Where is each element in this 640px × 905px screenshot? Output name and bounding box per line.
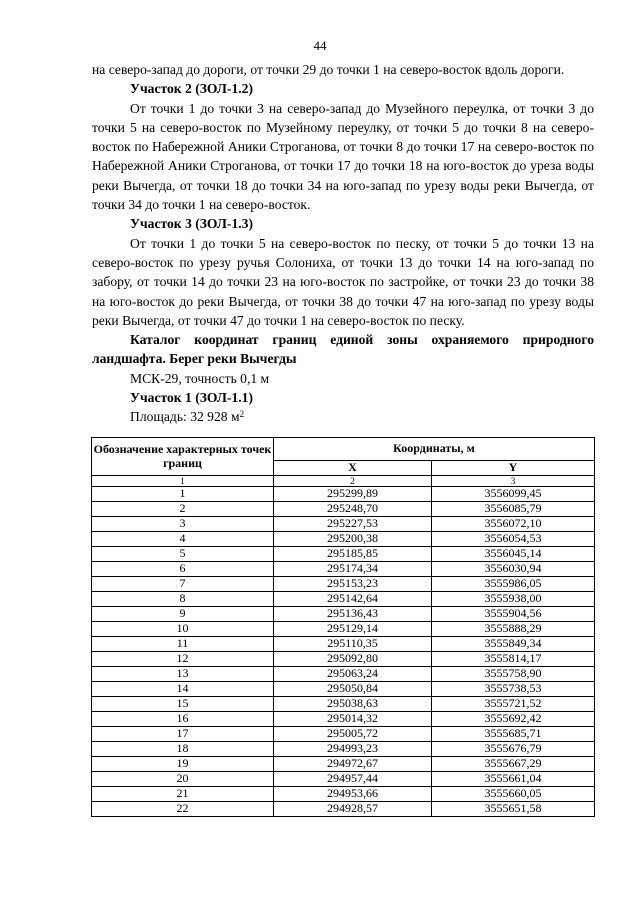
point-number-cell: 5: [92, 547, 274, 562]
y-coordinate-cell: 3555758,90: [432, 667, 595, 682]
point-number-cell: 19: [92, 757, 274, 772]
y-coordinate-cell: 3556099,45: [432, 487, 595, 502]
point-number-cell: 2: [92, 502, 274, 517]
section-1-heading: Участок 1 (ЗОЛ-1.1): [130, 390, 253, 406]
x-coordinate-cell: 294972,67: [274, 757, 432, 772]
table-row: [92, 502, 595, 517]
x-coordinate-cell: 295174,34: [274, 562, 432, 577]
catalog-heading: Каталог координат границ единой зоны охраняемого природного ландшафта. Берег реки Вычегды: [92, 332, 594, 367]
point-number-cell: 4: [92, 532, 274, 547]
table-row: [92, 532, 595, 547]
point-number-cell: 21: [92, 787, 274, 802]
x-coordinate-cell: 295038,63: [274, 697, 432, 712]
point-number-cell: 7: [92, 577, 274, 592]
y-coordinate-cell: 3555661,04: [432, 772, 595, 787]
x-coordinate-cell: 294957,44: [274, 772, 432, 787]
coordinates-header: Координаты, м: [274, 438, 595, 461]
area-superscript: 2: [239, 409, 245, 420]
section-3-text: От точки 1 до точки 5 на северо-восток по песку, от точки 5 до точки 13 на северо-восток по урезу ручья Солониха, от точки 13 до точки 14 на юго-запад по забору, от точки 14 до точки 23 на юго-восток по застройке, от точки 23 до точки 38 на юго-восток до реки Вычегда, от точки 38 до точки 47 на юго-запад по урезу воды реки Вычегда, от точки 47 до точки 1 на северо-восток по песку.: [92, 235, 594, 328]
table-row: [92, 787, 595, 802]
x-coordinate-cell: 295063,24: [274, 667, 432, 682]
table-row: [92, 577, 595, 592]
y-header: Y: [432, 461, 595, 476]
y-coordinate-cell: 3555986,05: [432, 577, 595, 592]
y-coordinate-cell: 3555888,29: [432, 622, 595, 637]
x-coordinate-cell: 294993,23: [274, 742, 432, 757]
table-row: [92, 772, 595, 787]
y-coordinate-cell: 3555676,79: [432, 742, 595, 757]
y-coordinate-cell: 3555660,05: [432, 787, 595, 802]
x-coordinate-cell: 295136,43: [274, 607, 432, 622]
x-header: X: [274, 461, 432, 476]
table-row: [92, 682, 595, 697]
point-number-cell: 22: [92, 802, 274, 817]
section-2-heading: Участок 2 (ЗОЛ-1.2): [130, 81, 253, 97]
area-line: [92, 407, 594, 426]
numbering-cell: 1: [92, 476, 274, 487]
y-coordinate-cell: 3556045,14: [432, 547, 595, 562]
table-row: [92, 667, 595, 682]
x-coordinate-cell: 295050,84: [274, 682, 432, 697]
y-coordinate-cell: 3556054,53: [432, 532, 595, 547]
y-coordinate-cell: 3555814,17: [432, 652, 595, 667]
point-number-cell: 16: [92, 712, 274, 727]
x-coordinate-cell: 295014,32: [274, 712, 432, 727]
x-coordinate-cell: 295142,64: [274, 592, 432, 607]
y-coordinate-cell: 3555651,58: [432, 802, 595, 817]
x-coordinate-cell: 295299,89: [274, 487, 432, 502]
section-3-heading: Участок 3 (ЗОЛ-1.3): [130, 216, 253, 232]
point-number-cell: 15: [92, 697, 274, 712]
area-text: Площадь: 32 928 м: [130, 409, 240, 425]
table-row: [92, 802, 595, 817]
table-row: [92, 697, 595, 712]
coordinates-table: [91, 437, 595, 817]
x-coordinate-cell: 295110,35: [274, 637, 432, 652]
table-row: [92, 607, 595, 622]
x-coordinate-cell: 295129,14: [274, 622, 432, 637]
point-number-cell: 18: [92, 742, 274, 757]
x-coordinate-cell: 294928,57: [274, 802, 432, 817]
y-coordinate-cell: 3556072,10: [432, 517, 595, 532]
y-coordinate-cell: 3555849,34: [432, 637, 595, 652]
coordinate-system: МСК-29, точность 0,1 м: [130, 370, 270, 386]
table-row: [92, 622, 595, 637]
table-body: [92, 487, 595, 817]
y-coordinate-cell: 3555667,29: [432, 757, 595, 772]
y-coordinate-cell: 3555938,00: [432, 592, 595, 607]
point-number-cell: 17: [92, 727, 274, 742]
x-coordinate-cell: 295092,80: [274, 652, 432, 667]
y-coordinate-cell: 3555685,71: [432, 727, 595, 742]
x-coordinate-cell: 295185,85: [274, 547, 432, 562]
point-number-cell: 8: [92, 592, 274, 607]
y-coordinate-cell: 3555738,53: [432, 682, 595, 697]
x-coordinate-cell: 295200,38: [274, 532, 432, 547]
y-coordinate-cell: 3555692,42: [432, 712, 595, 727]
point-number-cell: 20: [92, 772, 274, 787]
intro-paragraph: на северо-запад до дороги, от точки 29 до точки 1 на северо-восток вдоль дороги.: [92, 62, 565, 77]
table-row: [92, 637, 595, 652]
x-coordinate-cell: 295005,72: [274, 727, 432, 742]
point-number-cell: 9: [92, 607, 274, 622]
table-row: [92, 547, 595, 562]
table-row: [92, 652, 595, 667]
point-number-cell: 6: [92, 562, 274, 577]
y-coordinate-cell: 3555721,52: [432, 697, 595, 712]
numbering-cell: 2: [274, 476, 432, 487]
table-row: [92, 517, 595, 532]
x-coordinate-cell: 295248,70: [274, 502, 432, 517]
x-coordinate-cell: 294953,66: [274, 787, 432, 802]
numbering-cell: 3: [432, 476, 595, 487]
point-number-cell: 10: [92, 622, 274, 637]
y-coordinate-cell: 3556030,94: [432, 562, 595, 577]
point-number-cell: 12: [92, 652, 274, 667]
point-number-cell: 13: [92, 667, 274, 682]
table-row: [92, 592, 595, 607]
table-row: [92, 757, 595, 772]
point-column-header: Обозначение характерных точек границ: [92, 438, 274, 476]
point-number-cell: 1: [92, 487, 274, 502]
point-number-cell: 11: [92, 637, 274, 652]
table-row: [92, 712, 595, 727]
page-number: 44: [313, 38, 327, 53]
x-coordinate-cell: 295153,23: [274, 577, 432, 592]
table-row: [92, 487, 595, 502]
x-coordinate-cell: 295227,53: [274, 517, 432, 532]
y-coordinate-cell: 3555904,56: [432, 607, 595, 622]
point-number-cell: 3: [92, 517, 274, 532]
y-coordinate-cell: 3556085,79: [432, 502, 595, 517]
point-number-cell: 14: [92, 682, 274, 697]
table-row: [92, 562, 595, 577]
table-row: [92, 742, 595, 757]
section-2-text: От точки 1 до точки 3 на северо-запад до Музейного переулка, от точки 3 до точки 5 на северо-восток по Музейному переулку, от точки 5 до точки 8 на северо-восток по Набережной Аники Строганова, от точки 8 до точки 17 на северо-восток по Набережной Аники Строганова, от точки 17 до точки 18 на юго-восток до уреза воды реки Вычегда, от точки 18 до точки 34 на юго-запад по урезу воды реки Вычегда, от точки 34 до точки 1 на северо-восток.: [92, 100, 594, 213]
table-row: [92, 727, 595, 742]
document-body: [92, 60, 594, 427]
